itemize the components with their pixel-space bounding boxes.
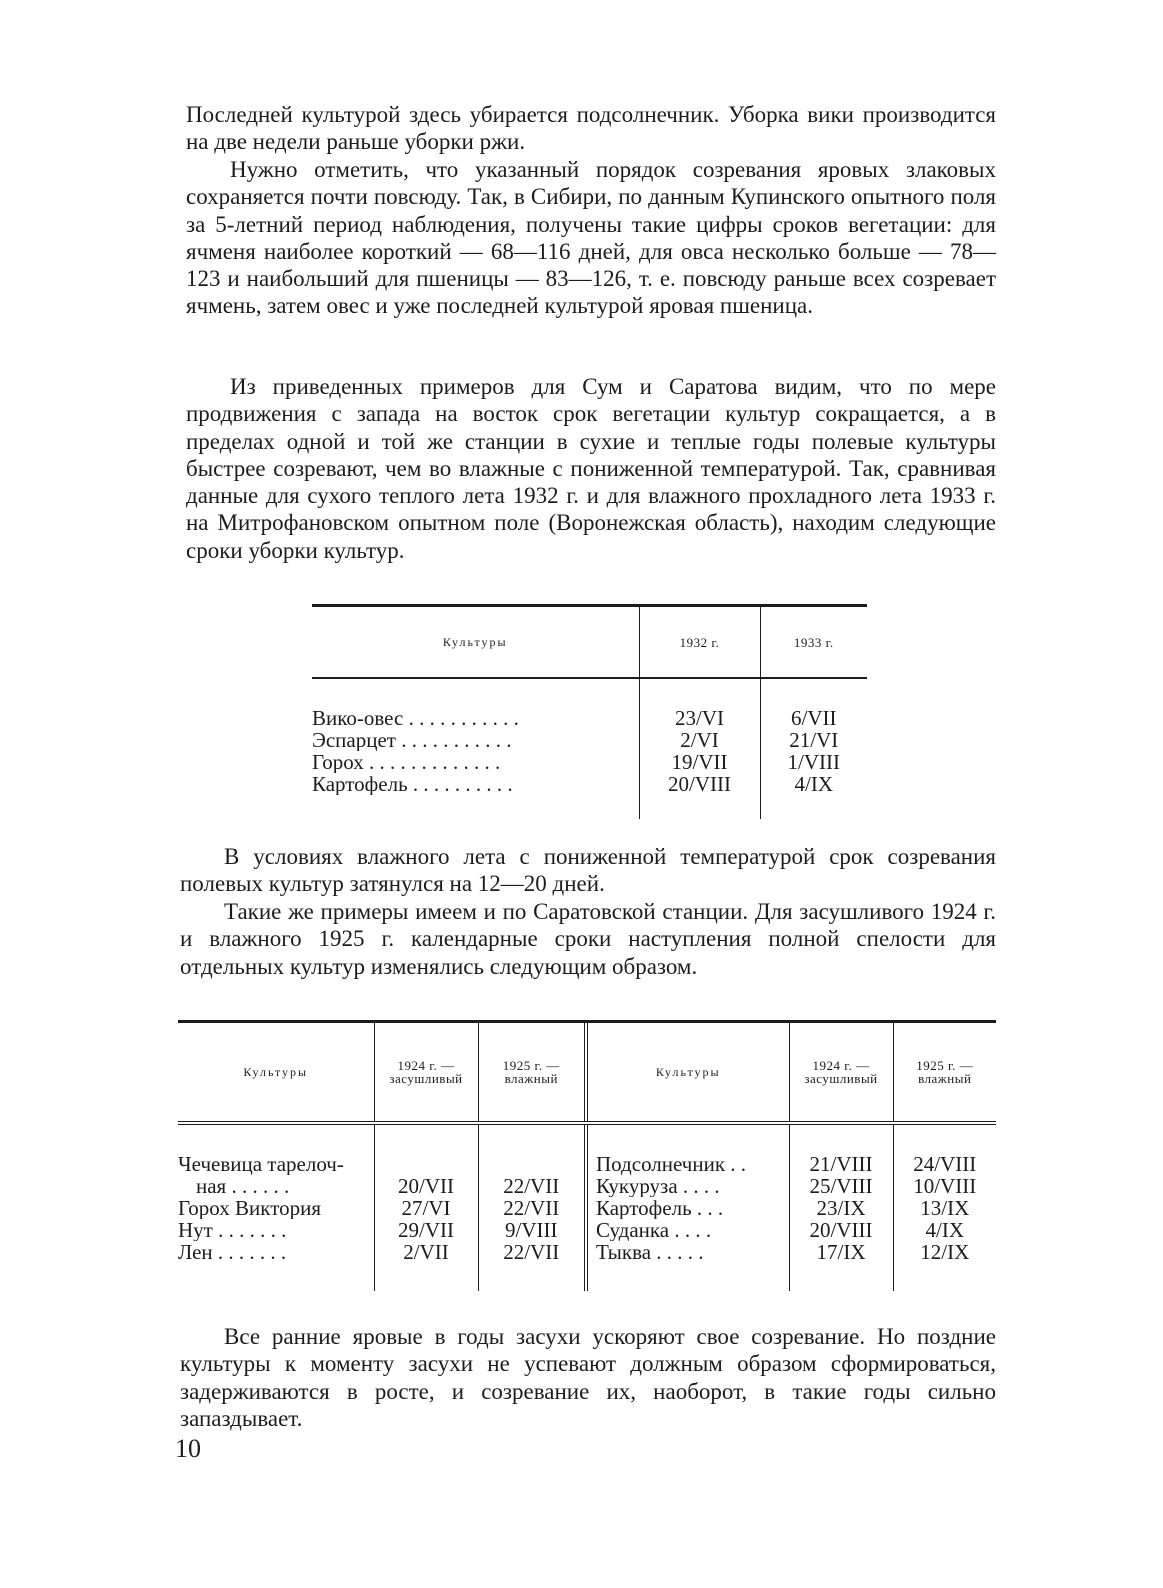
table-saratov-1924-1925 <box>178 1020 996 1291</box>
paragraph-2: Нужно отметить, что указанный порядок созревания яровых злаковых сохраняется почти повсюду. Так, в Сибири, по данным Купинского опытного поля за 5-летний период наблюдения, получены такие цифры сроков вегетации: для ячменя наиболее короткий — 68—116 дней, для овса несколько больше — 78—123 и наибольший для пшеницы — 83—126, т. е. повсюду раньше всех созревает ячмень, затем овес и уже последней культурой яровая пшеница. <box>186 157 996 319</box>
page-number: 10 <box>175 1434 201 1463</box>
table-harvest-1932-1933 <box>312 604 867 819</box>
table-row: Горох . . . . . . . . . . . . . 19/VII 1/VIII <box>312 751 867 773</box>
table-row: Картофель . . . . . . . . . . 20/VIII 4/IX <box>312 773 867 795</box>
column-header-1932: 1932 г. <box>639 607 760 677</box>
column-header-1925-left: 1925 г. — влажный <box>478 1023 586 1121</box>
table-row: Лен . . . . . . . 2/VII 22/VII Тыква . . . . . 17/IX 12/IX <box>178 1241 996 1263</box>
paragraph-5: Такие же примеры имеем и по Саратовской станции. Для засушливого 1924 г. и влажного 1925 г. календарные сроки наступления полной спелости для отдельных культур изменялись следующим образом. <box>180 899 996 979</box>
paragraph-1: Последней культурой здесь убирается подсолнечник. Уборка вики производится на две недели раньше уборки ржи. <box>186 102 996 155</box>
table-row: Вико-овес . . . . . . . . . . . 23/VI 6/VII <box>312 707 867 729</box>
table-row: ная . . . . . . 20/VII 22/VII Кукуруза . . . . 25/VIII 10/VIII <box>178 1175 996 1197</box>
paragraph-6: Все ранние яровые в годы засухи ускоряют свое созревание. Но поздние культуры к моменту засухи не успевают должным образом сформироваться, задерживаются в росте, и созревание их, наоборот, в такие годы сильно запаздывает. <box>180 1324 996 1431</box>
column-header-crops-right: Культуры <box>586 1023 789 1121</box>
column-header-1924-left: 1924 г. — засушливый <box>374 1023 478 1121</box>
paragraph-4: В условиях влажного лета с пониженной температурой срок созревания полевых культур затянулся на 12—20 дней. <box>180 844 996 897</box>
paragraph-3: Из приведенных примеров для Сум и Саратова видим, что по мере продвижения с запада на восток срок вегетации культур сокращается, а в пределах одной и той же станции в сухие и теплые годы полевые культуры быстрее созревают, чем во влажные с пониженной температурой. Так, сравнивая данные для сухого теплого лета 1932 г. и для влажного прохладного лета 1933 г. на Митрофановском опытном поле (Воронежская область), находим следующие сроки уборки культур. <box>186 374 996 563</box>
table-row: Нут . . . . . . . 29/VII 9/VIII Суданка . . . . 20/VIII 4/IX <box>178 1219 996 1241</box>
column-header-1933: 1933 г. <box>760 607 867 677</box>
table-row: Чечевица тарелоч- Подсолнечник . . 21/VIII 24/VIII <box>178 1153 996 1175</box>
column-header-crops: Культуры <box>442 634 508 649</box>
table-row: Горох Виктория 27/VI 22/VII Картофель . . . 23/IX 13/IX <box>178 1197 996 1219</box>
column-header-1924-right: 1924 г. — засушливый <box>789 1023 893 1121</box>
column-header-crops-left: Культуры <box>243 1064 309 1079</box>
table-row: Эспарцет . . . . . . . . . . . 2/VI 21/VI <box>312 729 867 751</box>
column-header-1925-right: 1925 г. — влажный <box>893 1023 996 1121</box>
